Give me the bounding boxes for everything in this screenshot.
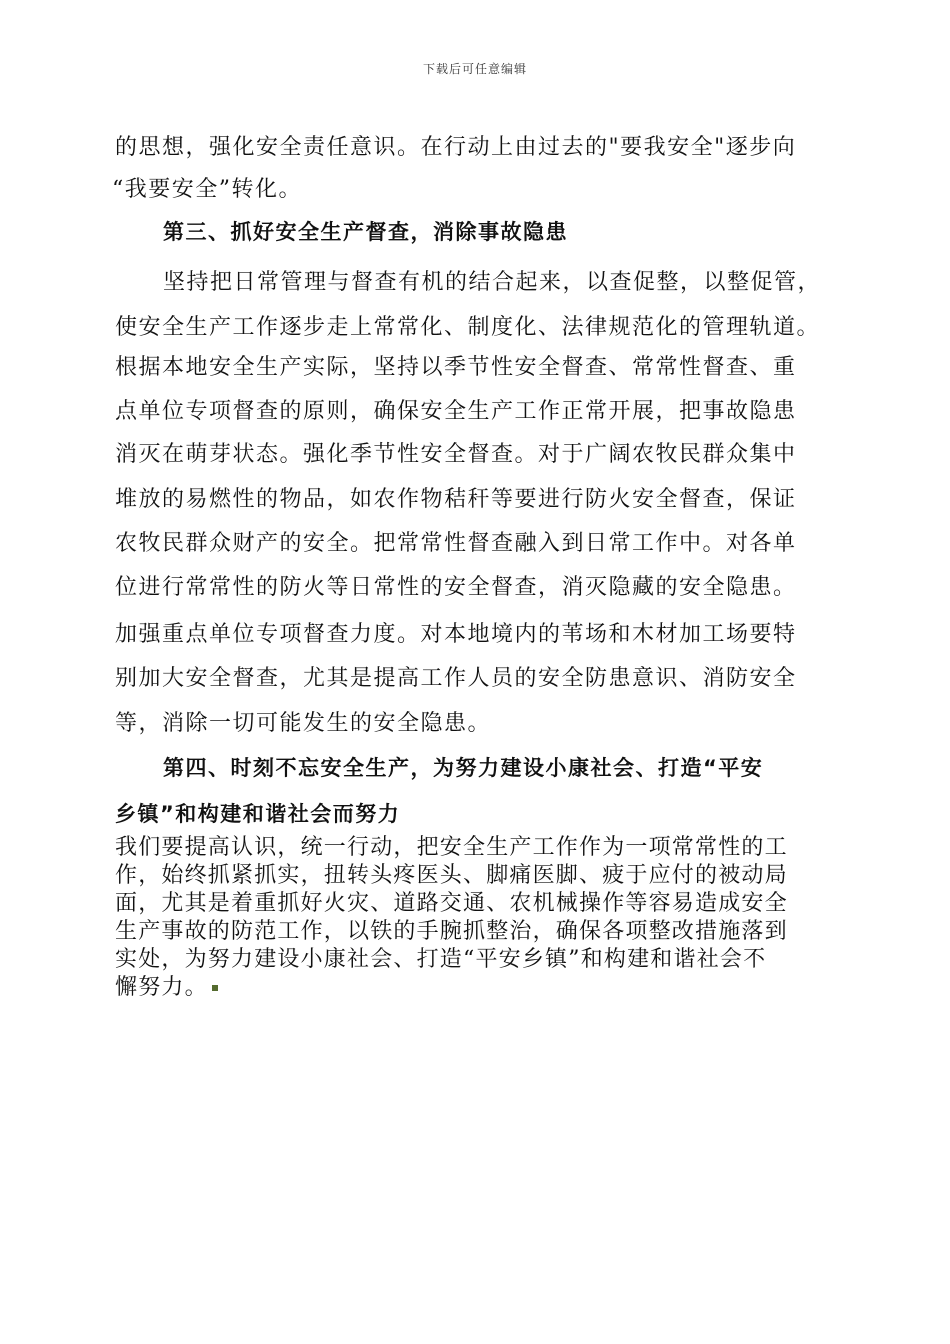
text-line: 面，尤其是着重抓好火灾、道路交通、农机械操作等容易造成安全 xyxy=(115,891,788,916)
section-heading-4-cont: 乡镇”和构建和谐社会而努力 xyxy=(115,802,401,826)
text-line-last-text: 懈努力。 xyxy=(115,975,208,1000)
text-line: 实处，为努力建设小康社会、打造“平安乡镇”和构建和谐社会不 xyxy=(115,947,767,972)
text-line: 加强重点单位专项督查力度。对本地境内的苇场和木材加工场要特 xyxy=(115,622,797,647)
text-line: 别加大安全督查，尤其是提高工作人员的安全防患意识、消防安全 xyxy=(115,666,797,691)
page-header: 下载后可任意编辑 xyxy=(422,62,527,76)
text-line: 点单位专项督查的原则，确保安全生产工作正常开展，把事故隐患 xyxy=(115,399,797,424)
section-heading-3: 第三、抓好安全生产督查，消除事故隐患 xyxy=(163,220,568,244)
text-line: 作，始终抓紧抓实，扭转头疼医头、脚痛医脚、疲于应付的被动局 xyxy=(115,863,788,888)
text-line: 生产事故的防范工作，以铁的手腕抓整治，确保各项整改措施落到 xyxy=(115,919,788,944)
text-line: “我要安全”转化。 xyxy=(112,177,302,202)
text-line: 堆放的易燃性的物品，如农作物秸秆等要进行防火安全督查，保证 xyxy=(115,487,797,512)
text-line-last xyxy=(115,970,218,1001)
section-heading-4: 第四、时刻不忘安全生产，为努力建设小康社会、打造“平安 xyxy=(163,756,764,780)
text-line: 使安全生产工作逐步走上常常化、制度化、法律规范化的管理轨道。 xyxy=(115,315,821,340)
paragraph-end-marker xyxy=(212,985,218,991)
text-line: 消灭在萌芽状态。强化季节性安全督查。对于广阔农牧民群众集中 xyxy=(115,442,797,467)
text-line: 的思想，强化安全责任意识。在行动上由过去的"要我安全"逐步向 xyxy=(115,135,797,160)
text-line: 坚持把日常管理与督查有机的结合起来，以查促整，以整促管， xyxy=(163,270,822,295)
text-line: 根据本地安全生产实际，坚持以季节性安全督查、常常性督查、重 xyxy=(115,355,797,380)
text-line: 位进行常常性的防火等日常性的安全督查，消灭隐藏的安全隐患。 xyxy=(115,575,797,600)
text-line: 等，消除一切可能发生的安全隐患。 xyxy=(115,711,492,736)
text-line: 农牧民群众财产的安全。把常常性督查融入到日常工作中。对各单 xyxy=(115,531,797,556)
text-line: 我们要提高认识，统一行动，把安全生产工作作为一项常常性的工 xyxy=(115,835,788,860)
